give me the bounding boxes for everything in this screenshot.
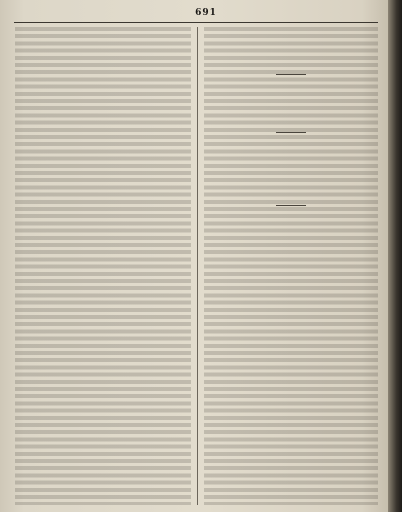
left-paragraph xyxy=(15,45,191,52)
section-heading xyxy=(204,78,378,85)
section-divider xyxy=(276,205,306,206)
left-paragraph xyxy=(15,64,191,71)
verse-line xyxy=(204,108,378,115)
verse-line xyxy=(204,167,378,174)
right-paragraph xyxy=(204,218,378,225)
section-divider xyxy=(276,132,306,133)
right-paragraph xyxy=(204,36,378,43)
header-rule xyxy=(14,22,378,23)
verse-line xyxy=(204,160,378,167)
verse-line xyxy=(204,101,378,108)
verse-line xyxy=(204,122,378,129)
left-paragraph xyxy=(15,27,191,34)
left-paragraph xyxy=(15,36,191,43)
left-paragraph xyxy=(15,101,191,108)
column-rule xyxy=(197,27,198,505)
verse-line xyxy=(204,146,378,153)
verse-line xyxy=(204,181,378,188)
right-paragraph xyxy=(204,27,378,34)
left-paragraph xyxy=(15,110,191,117)
right-paragraph xyxy=(204,64,378,71)
verse-line xyxy=(204,153,378,160)
right-paragraph xyxy=(204,55,378,62)
binding-edge xyxy=(388,0,402,512)
verse-line xyxy=(204,188,378,195)
left-paragraph xyxy=(15,82,191,89)
verse-line xyxy=(204,115,378,122)
right-paragraph xyxy=(204,209,378,216)
section-divider xyxy=(276,74,306,75)
right-column xyxy=(204,27,378,505)
left-paragraph xyxy=(15,91,191,98)
verse-line xyxy=(204,195,378,202)
left-paragraph xyxy=(15,119,191,126)
verse-line xyxy=(204,94,378,101)
verse-line xyxy=(204,174,378,181)
left-paragraph xyxy=(15,55,191,62)
left-paragraph xyxy=(15,73,191,80)
right-paragraph xyxy=(204,45,378,52)
verse-line xyxy=(204,87,378,94)
section-heading xyxy=(204,136,378,143)
page-number: 691 xyxy=(195,8,217,18)
left-column xyxy=(15,27,191,505)
